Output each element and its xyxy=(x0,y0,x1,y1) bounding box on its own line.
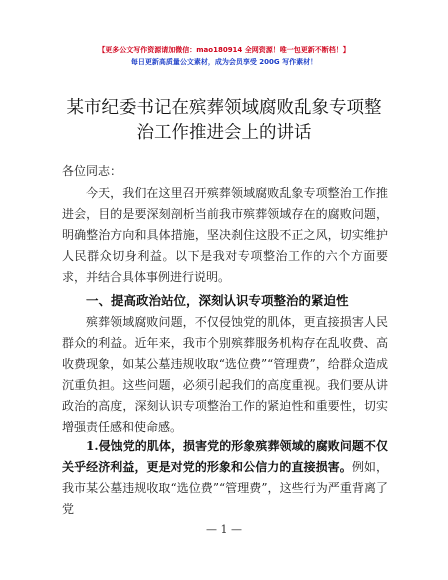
promo-line-2: 每日更新高质量公文素材，成为会员享受 200G 写作素材！ xyxy=(130,58,318,66)
point-1-text: 例如，我市某公墓违规收取“选位费”“管理费”，这些行为严重背离了党 xyxy=(62,460,388,516)
page-number: — 1 — xyxy=(206,523,242,536)
section-heading-1: 一、提高政治站位，深刻认识专项整治的紧迫性 xyxy=(86,293,349,308)
document-title: 某市纪委书记在殡葬领域腐败乱象专项整治工作推进会上的讲话 xyxy=(66,98,382,143)
salutation: 各位同志： xyxy=(62,164,123,178)
paragraph-intro: 今天，我们在这里召开殡葬领域腐败乱象专项整治工作推进会，目的是要深刻剖析当前我市殡葬领域存在的腐败问题，明确整治方向和具体措施，坚决刹住这股不正之风，切实维护人民群众切身利益。以下是我对专项整治工作的六个方面要求，并结合具体事例进行说明。 xyxy=(62,186,388,284)
paragraph-section-1: 殡葬领域腐败问题，不仅侵蚀党的肌体，更直接损害人民群众的利益。近年来，我市个别殡葬服务机构存在乱收费、高收费现象，如某公墓违规收取“选位费”“管理费”，给群众造成沉重负担。这些问题，必须引起我们的高度重视。我们要从讲政治的高度，深刻认识专项整治工作的紧迫性和重要性，切实增强责任感和使命感。 xyxy=(62,315,388,434)
promo-banner xyxy=(0,44,448,68)
promo-line-1: 【更多公文写作资源请加微信：mao180914 全网资源！唯一包更新不断档！】 xyxy=(98,46,350,54)
point-1-bold-lead: 1.侵蚀党的肌体，损害党的形象殡葬领域的腐败问题不仅关乎经济利益，更是对党的形象和公信力的直接损害。 xyxy=(62,439,388,474)
paragraph-point-1 xyxy=(62,436,388,520)
